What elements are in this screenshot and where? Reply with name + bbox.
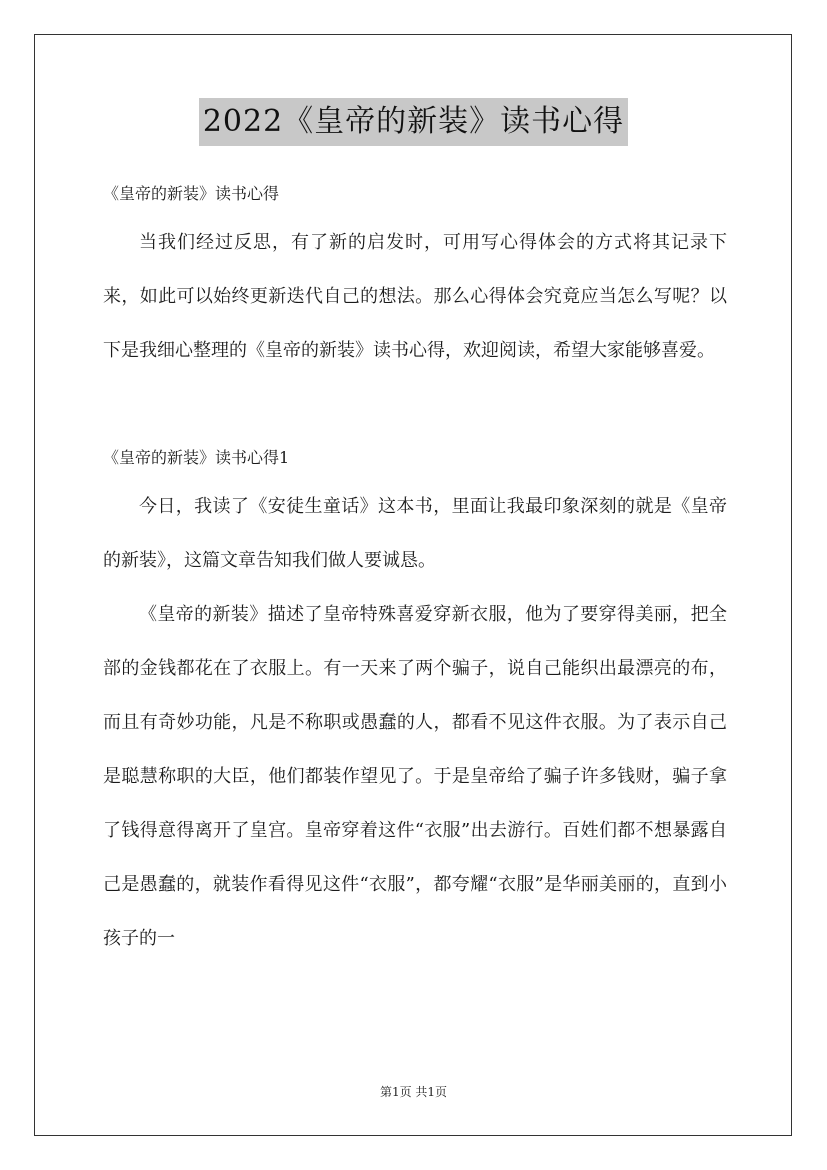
section-gap <box>103 378 727 436</box>
intro-heading: 《皇帝的新装》读书心得 <box>103 184 280 203</box>
intro-paragraph: 当我们经过反思，有了新的启发时，可用写心得体会的方式将其记录下来，如此可以始终更新迭代自己的想法。那么心得体会究竟应当怎么写呢？以下是我细心整理的《皇帝的新装》读书心得，欢迎阅读，希望大家能够喜爱。 <box>103 232 727 361</box>
section-heading: 《皇帝的新装》读书心得1 <box>103 448 290 467</box>
page-footer: 第1页 共1页 <box>379 1085 448 1099</box>
document-body <box>103 172 727 966</box>
document-title: 2022《皇帝的新装》读书心得 <box>199 98 628 146</box>
document-title-wrap <box>0 98 827 146</box>
section-paragraph-2: 《皇帝的新装》描述了皇帝特殊喜爱穿新衣服，他为了要穿得美丽，把全部的金钱都花在了衣服上。有一天来了两个骗子，说自己能织出最漂亮的布，而且有奇妙功能，凡是不称职或愚蠢的人，都看不见这件衣服。为了表示自己是聪慧称职的大臣，他们都装作望见了。于是皇帝给了骗子许多钱财，骗子拿了钱得意得离开了皇宫。皇帝穿着这件“衣服”出去游行。百姓们都不想暴露自己是愚蠢的，就装作看得见这件“衣服”，都夸耀“衣服”是华丽美丽的，直到小孩子的一 <box>103 604 727 949</box>
section-paragraph-1: 今日，我读了《安徒生童话》这本书，里面让我最印象深刻的就是《皇帝的新装》，这篇文章告知我们做人要诚恳。 <box>103 496 727 571</box>
